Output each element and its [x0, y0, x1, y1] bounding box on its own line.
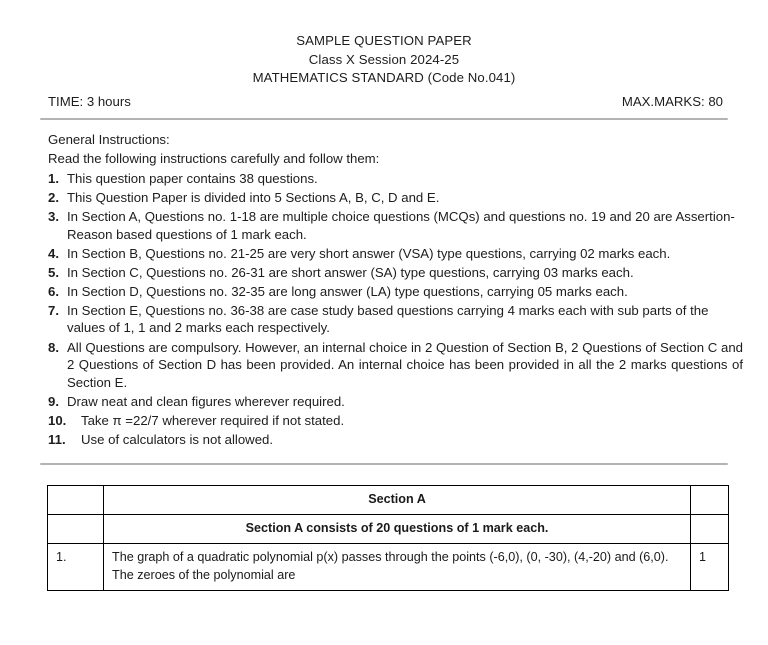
- section-subtitle: Section A consists of 20 questions of 1 mark each.: [104, 515, 691, 544]
- instruction-number: 9.: [48, 393, 59, 409]
- section-subtitle-num-cell: [48, 515, 104, 544]
- instruction-item-8: [48, 339, 746, 392]
- general-instructions-block: [0, 120, 768, 448]
- table-row-section-subtitle: [48, 515, 729, 544]
- section-subtitle-marks-cell: [691, 515, 729, 544]
- instruction-item-9: [48, 393, 746, 411]
- header-title-line1: SAMPLE QUESTION PAPER: [296, 33, 472, 48]
- exam-meta-row: [0, 88, 768, 109]
- instruction-number: 4.: [48, 245, 59, 261]
- instruction-text: All Questions are compulsory. However, an internal choice in 2 Question of Section B, 2 Questions of Section C and 2 Questions of Section D has been provided. An internal choice has been provided in all the 2 marks questions of Section E.: [67, 339, 743, 390]
- instruction-number: 3.: [48, 209, 59, 225]
- instruction-item-7: [48, 302, 746, 337]
- instruction-text: In Section B, Questions no. 21-25 are very short answer (VSA) type questions, carrying 02 marks each.: [67, 245, 671, 261]
- instruction-text: This question paper contains 38 questions.: [67, 171, 318, 187]
- instruction-text: In Section D, Questions no. 32-35 are long answer (LA) type questions, carrying 05 marks each.: [67, 283, 628, 299]
- instruction-text: Use of calculators is not allowed.: [81, 431, 274, 447]
- section-title: Section A: [104, 486, 691, 515]
- instruction-text: This Question Paper is divided into 5 Sections A, B, C, D and E.: [67, 190, 440, 206]
- instruction-text: Take π =22/7 wherever required if not stated.: [81, 412, 345, 428]
- instruction-item-4: [48, 245, 746, 263]
- instruction-number: 6.: [48, 283, 59, 299]
- instructions-lead: Read the following instructions carefully and follow them:: [48, 151, 380, 167]
- header-title-line3: MATHEMATICS STANDARD (Code No.041): [252, 70, 516, 86]
- instruction-number: 11.: [48, 431, 66, 447]
- instruction-text: In Section A, Questions no. 1-18 are multiple choice questions (MCQs) and questions no. 19 and 20 are Assertion- Reason based questions of 1 mark each.: [67, 209, 735, 242]
- instruction-number: 8.: [48, 339, 59, 355]
- instruction-item-3: [48, 208, 746, 243]
- instruction-item-2: [48, 189, 746, 207]
- instruction-text: In Section C, Questions no. 26-31 are short answer (SA) type questions, carrying 03 marks each.: [67, 264, 634, 280]
- question-text: The graph of a quadratic polynomial p(x) passes through the points (-6,0), (0, -30), (4,-20) and (6,0). The zeroes of the polynomial are: [104, 544, 691, 591]
- exam-max-marks: MAX.MARKS: 80: [621, 94, 723, 110]
- instruction-item-1: [48, 170, 746, 188]
- instruction-number: 10.: [48, 412, 67, 428]
- section-title-num-cell: [48, 486, 104, 515]
- header-title-line2: Class X Session 2024-25: [308, 51, 460, 67]
- instruction-number: 7.: [48, 302, 59, 318]
- instruction-item-10: [48, 412, 746, 430]
- question-table-wrapper: [0, 465, 768, 591]
- instruction-text: In Section E, Questions no. 36-38 are case study based questions carrying 4 marks each with sub parts of the values of 1, 1 and 2 marks each respectively.: [67, 302, 709, 336]
- section-title-marks-cell: [691, 486, 729, 515]
- instruction-number: 2.: [48, 190, 59, 206]
- table-row: [48, 544, 729, 591]
- question-table: [47, 485, 729, 591]
- exam-time: TIME: 3 hours: [48, 94, 131, 110]
- instruction-item-5: [48, 264, 746, 282]
- instruction-text: Draw neat and clean figures wherever required.: [67, 393, 345, 409]
- question-number: 1.: [48, 544, 104, 591]
- document-header: [0, 0, 768, 88]
- instructions-list: [48, 170, 746, 448]
- instructions-title: General Instructions:: [48, 132, 170, 148]
- question-marks: 1: [691, 544, 729, 591]
- instruction-item-6: [48, 283, 746, 301]
- instruction-number: 1.: [48, 171, 59, 187]
- table-row-section-title: [48, 486, 729, 515]
- instruction-number: 5.: [48, 264, 59, 280]
- instruction-item-11: [48, 431, 746, 449]
